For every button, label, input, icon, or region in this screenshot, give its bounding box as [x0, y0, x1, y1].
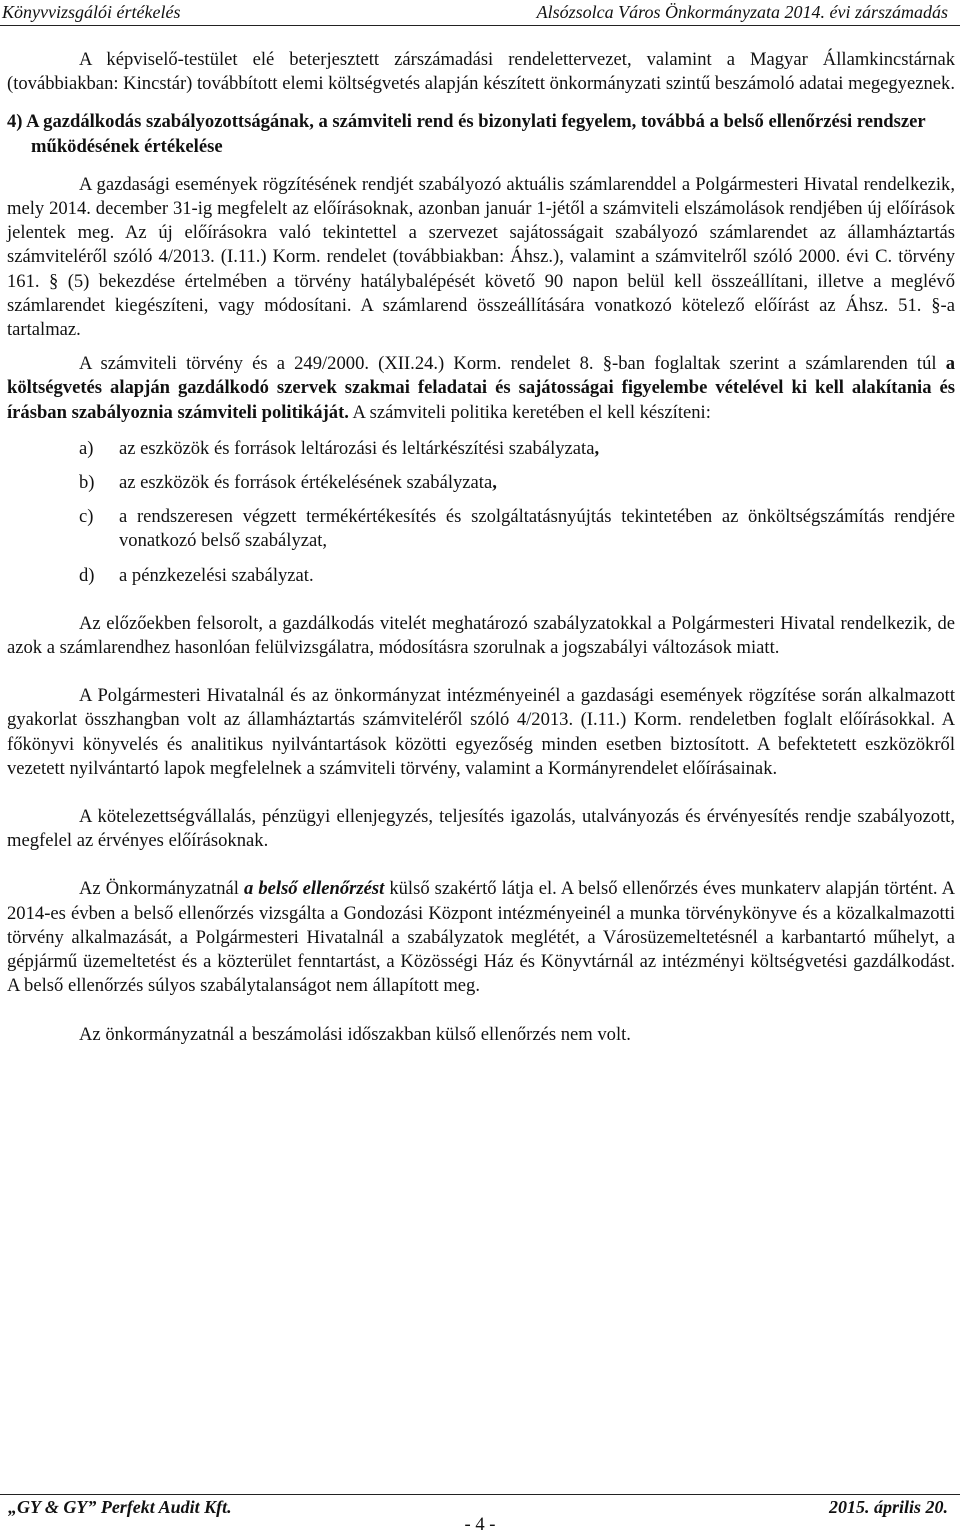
paragraph-accounting-policy: [7, 352, 955, 425]
internal-audit-body: külső szakértő látja el. A belső ellenőrzés éves munkaterv alapján történt. A 2014-es évben a belső ellenőrzés vizsgálta a Gondozási Központ intézményeinél a munka törvénykönyve és a közalkalmazotti törvény alkalmazását, a Polgármesteri Hivatalnál a szabályzatok meglétét, a Városüzemeltetésnél a karbantartó műhelyt, a gépjármű üzemeltetést és a közterület fenntartást, a Közösségi Ház és Könyvtárnál az intézményi költségvetési gazdálkodást. A belső ellenőrzés súlyos szabálytalanságot nem állapított meg.: [7, 878, 956, 997]
footer-company: „GY & GY” Perfekt Audit Kft.: [8, 1497, 232, 1517]
paragraph-regulations-review: Az előzőekben felsorolt, a gazdálkodás vitelét meghatározó szabályzatokkal a Polgármesteri Hivatal rendelkezik, de azok a számlarendhez hasonlóan felülvizsgálatra, módosításra szorulnak a jogszabályi változások miatt.: [7, 612, 955, 659]
list-item-tail: ,: [594, 437, 600, 459]
document-body: [7, 48, 955, 1047]
paragraph-internal-audit: [7, 877, 955, 998]
header-rule: [0, 25, 960, 26]
section-heading: 4) A gazdálkodás szabályozottságának, a számviteli rend és bizonylati fegyelem, továbbá a belső ellenőrzési rendszer működésének értékelése: [7, 111, 926, 157]
footer-date: 2015. április 20.: [828, 1497, 948, 1517]
list-item: [7, 471, 955, 495]
page-number: - 4 -: [464, 1514, 496, 1535]
list-item-label: d): [79, 564, 95, 586]
paragraph-commitment-procedures: A kötelezettségvállalás, pénzügyi ellenjegyzés, teljesítés igazolás, utalványozás és érvényesítés rendje szabályozott, megfelel az érvényes előírásoknak.: [7, 806, 955, 852]
list-item-text: a rendszeresen végzett termékértékesítés és szolgáltatásnyújtás tekintetében az önköltségszámítás rendjére vonatkozó belső szabályzat,: [119, 506, 955, 552]
list-item: [7, 505, 955, 553]
list-item-text: a pénzkezelési szabályzat.: [119, 564, 314, 586]
paragraph-practice-compliance: A Polgármesteri Hivatalnál és az önkormányzat intézményeinél a gazdasági események rögzítése során alkalmazott gyakorlat összhangban volt az államháztartás számviteléről szóló 4/2013. (I.11.) Korm. rendeletben foglalt előírásokkal. A főkönyvi könyvelés és analitikus nyilvántartások közötti egyezőség minden esetben biztosított. A befektetett eszközökről vezetett nyilvántartó lapok megfelelnek a számviteli törvény, valamint a Kormányrendelet előírásainak.: [7, 685, 955, 779]
list-item-label: a): [79, 437, 94, 459]
page-header: [0, 0, 960, 24]
accounting-policy-intro: A számviteli törvény és a 249/2000. (XII.24.) Korm. rendelet 8. §-ban foglaltak szerint a számlarenden túl: [79, 353, 946, 375]
paragraph-chart-of-accounts: A gazdasági események rögzítésének rendjét szabályozó aktuális számlarenddel a Polgármesteri Hivatal rendelkezik, mely 2014. december 31-ig megfelelt az előírásoknak, azonban január 1-jétől a számviteli elszámolások rendjében új előírások jelentek meg. Az új előírásokra való tekintettel a szervezet sajátosságait szabályozó számlarendet az államháztartás számviteléről szóló 4/2013. (I.11.) Korm. rendelet (továbbiakban: Áhsz.), valamint a számvitelről szóló 2000. évi C. törvény 161. § (5) bekezdése értelmében a törvény hatálybalépését követő 90 napon belül kell összeállítani, illetve a meglévő számlarendet kiegészíteni, vagy módosítani. A számlarend összeállítására vonatkozó kötelező előírást az Áhsz. 51. §-a tartalmaz.: [7, 173, 955, 341]
internal-audit-intro: Az Önkormányzatnál: [79, 878, 244, 900]
list-item-tail: ,: [492, 472, 497, 494]
paragraph-report-agreement: A képviselő-testület elé beterjesztett zárszámadási rendelettervezet, valamint a Magyar Államkincstárnak (továbbiakban: Kincstár) továbbított elemi költségvetés alapján készített önkormányzati szintű beszámoló adatai megegyeznek.: [7, 49, 955, 95]
accounting-policy-outro: A számviteli politika keretében el kell készíteni:: [348, 401, 711, 423]
accounting-policy-bold: a költségvetés alapján gazdálkodó szervek szakmai feladatai és sajátosságai figyelembe vételével ki kell alakítania és írásban szabályoznia számviteli politikáját.: [7, 353, 955, 423]
list-item-text: az eszközök és források értékelésének szabályzata: [119, 472, 493, 494]
list-item-text: az eszközök és források leltározási és leltárkészítési szabályzata: [119, 437, 595, 459]
required-regulations-list: [7, 437, 955, 588]
internal-audit-emphasis: a belső ellenőrzést: [244, 878, 385, 900]
list-item-label: c): [79, 506, 94, 528]
list-item: [7, 437, 955, 461]
list-item-label: b): [79, 472, 95, 494]
paragraph-external-audit: Az önkormányzatnál a beszámolási időszakban külső ellenőrzés nem volt.: [79, 1023, 631, 1045]
header-left-title: Könyvvizsgálói értékelés: [2, 2, 181, 22]
list-item: [7, 564, 955, 588]
header-right-title: Alsózsolca Város Önkormányzata 2014. évi zárszámadás: [536, 2, 948, 22]
